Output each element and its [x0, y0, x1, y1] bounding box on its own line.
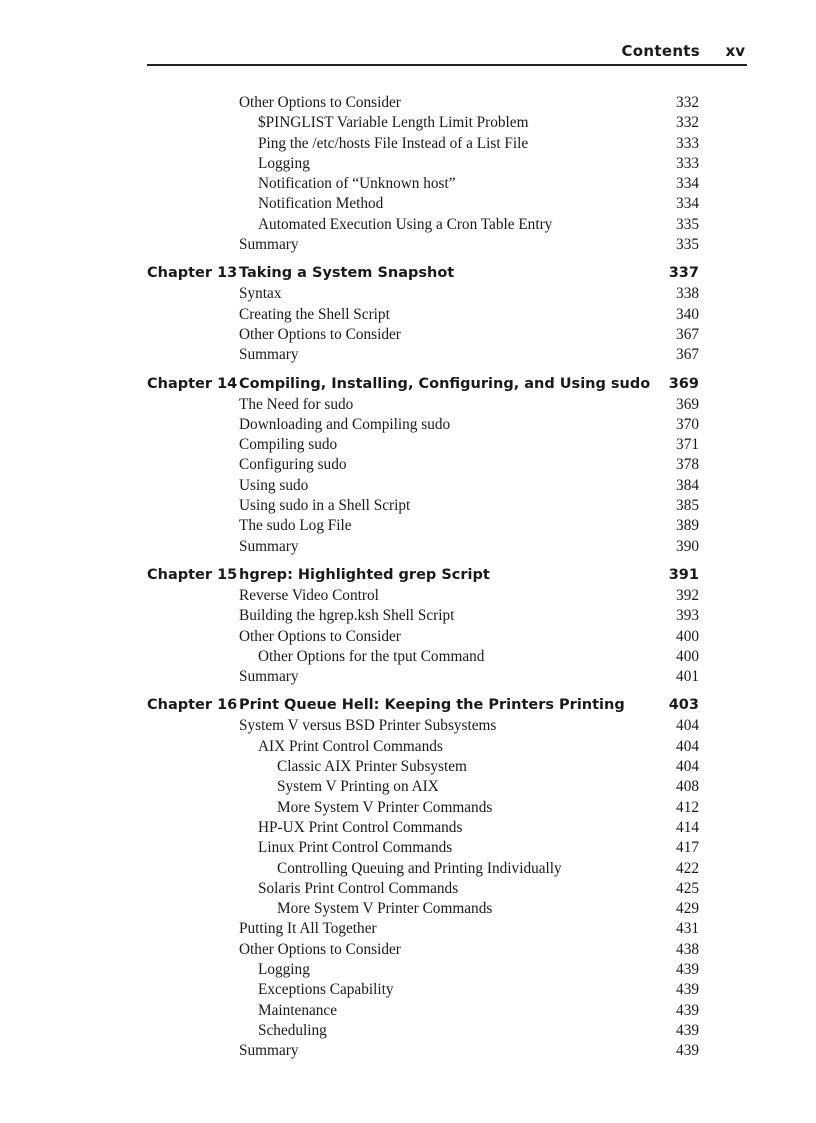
toc-entry	[147, 537, 699, 557]
toc-entry	[147, 93, 699, 113]
toc-entry-title: Logging	[258, 154, 310, 172]
toc-entry-title: Summary	[239, 346, 299, 364]
toc-chapter-entry	[147, 263, 699, 284]
toc-entry	[147, 919, 699, 939]
toc-entry	[147, 476, 699, 496]
toc-entry-title: Automated Execution Using a Cron Table Entry	[258, 215, 553, 233]
toc-entry-page: 367	[676, 346, 699, 364]
toc-entry-title: Summary	[239, 236, 299, 254]
toc-chapter-entry	[147, 695, 699, 716]
chapter-label: Chapter 15	[147, 566, 238, 583]
toc-entry-page: 389	[676, 517, 699, 535]
toc-entry	[147, 879, 699, 899]
toc-entry	[147, 435, 699, 455]
toc-entry-page: 369	[668, 375, 699, 392]
toc-entry-title: Summary	[239, 668, 299, 686]
toc-entry-page: 422	[676, 859, 699, 877]
toc-entry	[147, 647, 699, 667]
toc-entry-title: Compiling, Installing, Configuring, and Using sudo	[239, 375, 651, 392]
toc-entry-page: 332	[676, 114, 699, 132]
chapter-label: Chapter 16	[147, 697, 238, 714]
toc-entry-page: 334	[676, 195, 699, 213]
toc-entry	[147, 455, 699, 475]
toc-entry-title: Exceptions Capability	[258, 981, 394, 999]
toc-entry-title: Solaris Print Control Commands	[258, 879, 459, 897]
toc-entry-title: Linux Print Control Commands	[258, 839, 453, 857]
toc-entry-title: More System V Printer Commands	[277, 900, 493, 918]
toc-entry-title: Reverse Video Control	[239, 586, 379, 604]
toc-entry	[147, 194, 699, 214]
toc-entry-page: 417	[676, 839, 699, 857]
toc-entry-title: Creating the Shell Script	[239, 305, 390, 323]
toc-entry-title: Notification of “Unknown host”	[258, 175, 456, 193]
toc-entry	[147, 134, 699, 154]
toc-entry-title: Using sudo in a Shell Script	[239, 497, 411, 515]
toc-entry	[147, 606, 699, 626]
toc-entry-page: 337	[668, 265, 699, 282]
toc-entry	[147, 325, 699, 345]
toc-entry-title: Classic AIX Printer Subsystem	[277, 758, 467, 776]
toc-entry-title: Notification Method	[258, 195, 384, 213]
toc-entry-title: $PINGLIST Variable Length Limit Problem	[258, 114, 529, 132]
toc-entry-page: 438	[676, 940, 699, 958]
toc-entry-page: 390	[676, 537, 699, 555]
toc-entry-page: 439	[676, 1001, 699, 1019]
toc-entry	[147, 980, 699, 1000]
toc-entry-page: 333	[676, 154, 699, 172]
toc-entry-page: 335	[676, 215, 699, 233]
toc-entry-title: Controlling Queuing and Printing Individually	[277, 859, 562, 877]
toc-entry-page: 425	[676, 879, 699, 897]
toc-entry-title: Syntax	[239, 285, 282, 303]
toc-entry-page: 400	[676, 647, 699, 665]
toc-entry-page: 384	[676, 476, 699, 494]
toc-entry-page: 404	[676, 758, 699, 776]
toc-chapter-entry	[147, 374, 699, 395]
toc-entry	[147, 235, 699, 255]
toc-entry	[147, 838, 699, 858]
toc-entry-title: Taking a System Snapshot	[239, 265, 455, 282]
toc-entry	[147, 496, 699, 516]
toc-entry-title: Scheduling	[258, 1021, 327, 1039]
toc-entry-title: Maintenance	[258, 1001, 337, 1019]
toc-entry-title: HP-UX Print Control Commands	[258, 818, 463, 836]
toc-entry	[147, 305, 699, 325]
toc-entry-page: 370	[676, 415, 699, 433]
running-header	[147, 40, 747, 66]
toc-entry-page: 367	[676, 325, 699, 343]
toc-entry-page: 404	[676, 737, 699, 755]
toc-entry-title: System V versus BSD Printer Subsystems	[239, 717, 497, 735]
toc-entry	[147, 395, 699, 415]
toc-entry-page: 404	[676, 717, 699, 735]
toc-entry-page: 401	[676, 668, 699, 686]
toc-entry-page: 439	[676, 981, 699, 999]
toc-entry	[147, 859, 699, 879]
toc-entry-title: System V Printing on AIX	[277, 778, 439, 796]
toc-entry	[147, 113, 699, 133]
toc-entry-title: Ping the /etc/hosts File Instead of a List File	[258, 134, 529, 152]
toc-entry-title: Configuring sudo	[239, 456, 347, 474]
toc-entry-title: More System V Printer Commands	[277, 798, 493, 816]
toc-entry-page: 338	[676, 285, 699, 303]
toc-entry	[147, 940, 699, 960]
toc-entry-page: 414	[676, 818, 699, 836]
toc-entry-page: 340	[676, 305, 699, 323]
toc-entry-page: 431	[676, 920, 699, 938]
toc-entry	[147, 1001, 699, 1021]
toc-entry	[147, 1041, 699, 1061]
toc-entry-page: 334	[676, 175, 699, 193]
toc-entry	[147, 154, 699, 174]
toc-entry-page: 333	[676, 134, 699, 152]
toc-entry-title: Putting It All Together	[239, 920, 377, 938]
toc-entry-title: The Need for sudo	[239, 395, 354, 413]
toc-entry	[147, 174, 699, 194]
toc-entry-title: Other Options to Consider	[239, 94, 401, 111]
toc-entry-page: 429	[676, 900, 699, 918]
toc-entry-title: Summary	[239, 1042, 299, 1060]
toc-entry	[147, 345, 699, 365]
toc-entry-title: Other Options to Consider	[239, 940, 401, 958]
toc-entry	[147, 737, 699, 757]
toc-entry	[147, 667, 699, 687]
toc-entry	[147, 627, 699, 647]
toc-entry-title: The sudo Log File	[239, 517, 352, 535]
toc-entry-page: 408	[676, 778, 699, 796]
toc-entry-title: Building the hgrep.ksh Shell Script	[239, 607, 455, 625]
toc-entry-page: 332	[676, 94, 699, 111]
toc-entry-title: Print Queue Hell: Keeping the Printers Printing	[239, 697, 625, 714]
toc-entry	[147, 777, 699, 797]
toc-entry	[147, 757, 699, 777]
toc-entry-page: 403	[668, 697, 699, 714]
toc-entry-page: 412	[676, 798, 699, 816]
toc-entry	[147, 818, 699, 838]
toc-entry	[147, 415, 699, 435]
toc-entry-page: 439	[676, 1042, 699, 1060]
toc-entry-title: Summary	[239, 537, 299, 555]
toc-entry-title: Other Options for the tput Command	[258, 647, 485, 665]
toc-entry-page: 439	[676, 1021, 699, 1039]
toc-chapter-entry	[147, 565, 699, 586]
toc-entry	[147, 516, 699, 536]
toc-entry	[147, 960, 699, 980]
toc-entry-page: 378	[676, 456, 699, 474]
toc-entry-page: 385	[676, 497, 699, 515]
toc-entry-title: Logging	[258, 960, 310, 978]
header-title: Contents	[621, 42, 700, 60]
toc-entry-page: 392	[676, 586, 699, 604]
toc-entry	[147, 215, 699, 235]
header-page-number: xv	[725, 42, 745, 60]
toc-entry-page: 400	[676, 627, 699, 645]
chapter-label: Chapter 13	[147, 265, 238, 282]
toc-entry-title: Other Options to Consider	[239, 627, 401, 645]
toc-entry-title: hgrep: Highlighted grep Script	[239, 566, 490, 583]
toc-entry-page: 393	[676, 607, 699, 625]
toc-entry-title: Compiling sudo	[239, 436, 338, 454]
toc-entry	[147, 586, 699, 606]
toc-entry	[147, 716, 699, 736]
toc-entry-page: 369	[676, 395, 699, 413]
table-of-contents	[147, 93, 699, 1061]
toc-entry-page: 371	[676, 436, 699, 454]
toc-entry	[147, 798, 699, 818]
toc-entry-title: Downloading and Compiling sudo	[239, 415, 451, 433]
toc-entry-page: 335	[676, 236, 699, 254]
toc-entry	[147, 1021, 699, 1041]
chapter-label: Chapter 14	[147, 375, 238, 392]
toc-entry-title: Using sudo	[239, 476, 309, 494]
toc-entry-page: 391	[668, 566, 699, 583]
toc-entry-title: Other Options to Consider	[239, 325, 401, 343]
toc-entry-title: AIX Print Control Commands	[258, 737, 443, 755]
toc-entry	[147, 284, 699, 304]
toc-entry	[147, 899, 699, 919]
toc-entry-page: 439	[676, 960, 699, 978]
